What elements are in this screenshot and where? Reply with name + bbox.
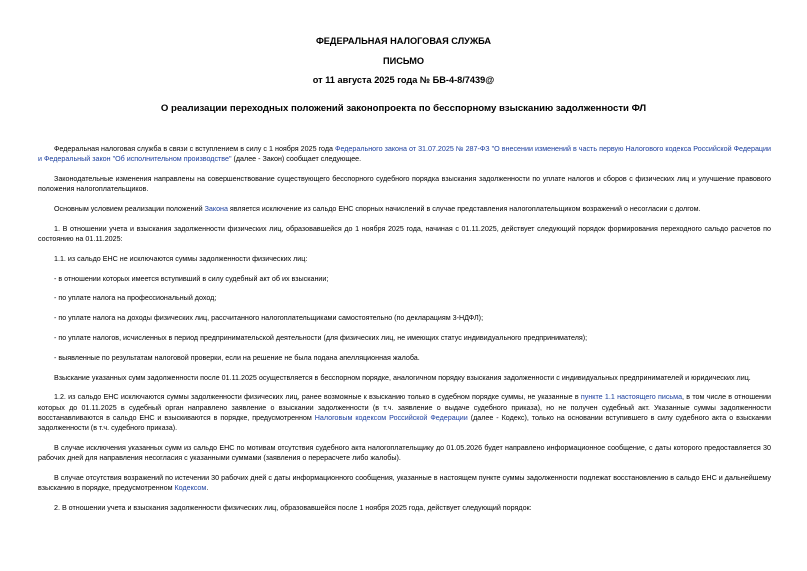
paragraph-text: - по уплате налога на доходы физических лиц, рассчитанного налогоплательщиками самостоятельно (по декларациям 3-НДФЛ);: [54, 314, 484, 323]
paragraph-text: 1.2. из сальдо ЕНС исключаются суммы задолженности физических лиц, ранее возможные к взысканию только в судебном порядке суммы, не указанные в: [54, 393, 581, 402]
law-link[interactable]: Федерального закона от 31.07.2025 № 287-ФЗ "О внесении изменений в часть первую Налогового кодекса Российской Федерации и Федеральный закон "Об исполнительном производстве": [38, 145, 771, 164]
internal-link[interactable]: пункте 1.1 настоящего письма: [580, 393, 683, 402]
paragraph-text: Федеральная налоговая служба в связи с вступлением в силу с 1 ноября 2025 года: [54, 145, 336, 153]
document-body: [38, 144, 771, 523]
paragraph-text: - в отношении которых имеется вступивший в силу судебный акт об их взыскании;: [54, 274, 329, 283]
paragraph-text: Взыскание указанных сумм задолженности после 01.11.2025 осуществляется в бесспорном порядке, аналогичном порядку взыскания задолженности с индивидуальных предпринимателей и юридических лиц.: [54, 373, 751, 382]
list-item: [38, 293, 771, 303]
tax-code-link[interactable]: Кодексом: [174, 483, 207, 492]
list-item: [38, 333, 771, 343]
list-item: [38, 274, 771, 284]
list-item: [38, 313, 771, 323]
paragraph-text: Законодательные изменения направлены на совершенствование существующего бесспорного судебного порядка взыскания задолженности по уплате налогов и сборов с физических лиц и улучшение правового положения налогоплательщиков.: [38, 175, 771, 194]
paragraph: [38, 204, 771, 214]
paragraph: [38, 254, 771, 264]
tax-code-link[interactable]: Налоговым кодексом Российской Федерации: [314, 413, 468, 422]
law-link[interactable]: Закона: [204, 205, 228, 213]
paragraph: [38, 174, 771, 194]
paragraph-text: 1.1. из сальдо ЕНС не исключаются суммы задолженности физических лиц:: [54, 254, 308, 263]
paragraph: [38, 224, 771, 244]
paragraph-text: (далее - Закон) сообщает следующее.: [231, 155, 362, 164]
paragraph-text: В случае отсутствия возражений по истечении 30 рабочих дней с даты информационного сообщения, указанные в настоящем пункте суммы задолженности подлежат восстановлению в сальдо ЕНС и дальнейшему взысканию в порядке, предусмотренном: [38, 473, 771, 492]
paragraph-text: , в том числе в отношении которых до 01.11.2025 в судебный орган направлено заявление о взыскании задолженности (в т.ч. заявление о выдаче судебного приказа), но не получен судебный акт. Указанные суммы задолженности восстанавливаются в сальдо ЕНС и взыскиваются в порядке, предусмотренном: [38, 393, 771, 422]
paragraph-text: Основным условием реализации положений: [54, 205, 205, 213]
paragraph-text: - по уплате налога на профессиональный доход;: [54, 294, 217, 303]
paragraph: [38, 473, 771, 493]
document-date-number: от 11 августа 2025 года № БВ-4-8/7439@: [312, 75, 495, 85]
paragraph-text: .: [206, 483, 209, 492]
paragraph: [38, 503, 771, 513]
paragraph-text: - выявленные по результатам налоговой проверки, если на решение не была подана апелляционная жалоба.: [54, 353, 420, 362]
document-type: ПИСЬМО: [382, 56, 425, 66]
paragraph-text: 1. В отношении учета и взыскания задолженности физических лиц, образовавшейся до 1 ноября 2025 года, начиная с 01.11.2025, действует следующий порядок формирования переходного сальдо расчетов по состоянию на 01.11.2025:: [38, 224, 771, 243]
agency-name: ФЕДЕРАЛЬНАЯ НАЛОГОВАЯ СЛУЖБА: [315, 36, 492, 46]
paragraph: [38, 392, 771, 433]
paragraph-text: - по уплате налогов, исчисленных в период предпринимательской деятельности (для физических лиц, не имеющих статус индивидуального предпринимателя);: [54, 333, 588, 342]
paragraph-text: В случае исключения указанных сумм из сальдо ЕНС по мотивам отсутствия судебного акта налогоплательщику до 01.05.2026 будет направлено информационное сообщение, с даты которого предоставляется 30 рабочих дней для направления несогласия с указанными суммами (заявления о перерасчете либо жалобы).: [38, 443, 771, 462]
paragraph: [38, 443, 771, 463]
paragraph: [38, 144, 771, 164]
paragraph: [38, 373, 771, 383]
document-title: О реализации переходных положений законопроекта по бесспорному взысканию задолженности ФЛ: [160, 103, 647, 114]
paragraph-text: является исключение из сальдо ЕНС спорных начислений в случае представления налогоплательщиком возражений о несогласии с долгом.: [227, 205, 701, 213]
list-item: [38, 353, 771, 363]
paragraph-text: (далее - Кодекс), только на основании вступившего в силу судебного акта о взыскании задолженности (в т.ч. судебного приказа).: [38, 413, 771, 432]
paragraph-text: 2. В отношении учета и взыскания задолженности физических лиц, образовавшейся после 1 ноября 2025 года, действует следующий порядок:: [54, 503, 532, 512]
